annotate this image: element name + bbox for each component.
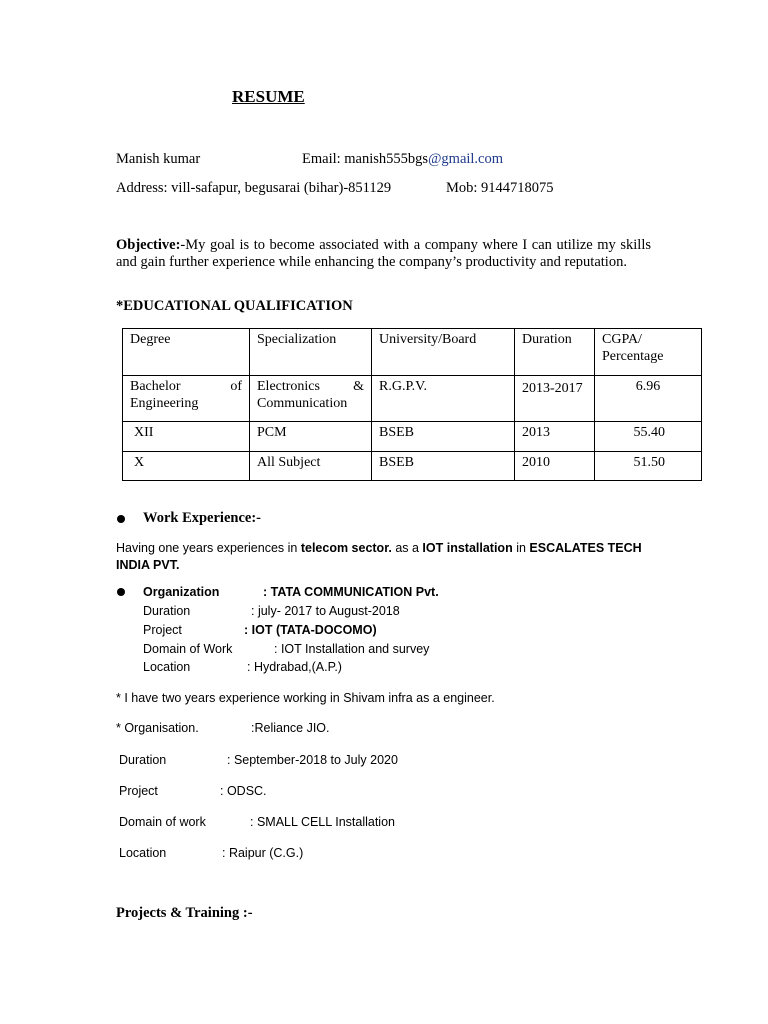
table-row — [123, 452, 702, 481]
cell-degree: X — [123, 452, 250, 481]
job2-domain-label: Domain of work — [119, 815, 206, 829]
cell-cgpa: 6.96 — [595, 376, 702, 422]
cell-specialization: Electronics & Communication — [250, 376, 372, 422]
job1-organization-row — [143, 583, 563, 602]
job2-location-value: : Raipur (C.G.) — [222, 846, 304, 860]
cell-cgpa: 55.40 — [595, 422, 702, 452]
job1-org-value: : TATA COMMUNICATION Pvt. — [263, 585, 439, 599]
job1-domain-label: Domain of Work — [143, 642, 233, 656]
summary-bold: ESCALATES TECH INDIA PVT. — [116, 541, 642, 572]
education-table — [122, 328, 702, 481]
address-line: Address: vill-safapur, begusarai (bihar)-851129 — [116, 180, 392, 196]
job2-location-label: Location — [119, 846, 167, 860]
header-cgpa: CGPA/ Percentage — [595, 329, 702, 376]
job2-duration-row — [119, 751, 539, 770]
header-university: University/Board — [372, 329, 515, 376]
cell-degree: XII — [123, 422, 250, 452]
cell-university: BSEB — [372, 422, 515, 452]
resume-title: RESUME — [232, 87, 305, 106]
table-header-row — [123, 329, 702, 376]
applicant-name: Manish kumar — [116, 151, 201, 167]
cell-degree: Bachelor of Engineering — [123, 376, 250, 422]
work-experience-heading: Work Experience:- — [143, 510, 261, 526]
job2-duration-value: : September-2018 to July 2020 — [227, 753, 398, 767]
job2-org-value: :Reliance JIO. — [251, 721, 330, 735]
email-text: Email: manish555bgs — [302, 151, 429, 167]
bullet-icon — [117, 588, 125, 596]
table-row — [123, 422, 702, 452]
job2-project-label: Project — [119, 784, 158, 798]
job1-domain-value: : IOT Installation and survey — [274, 642, 430, 656]
education-heading: *EDUCATIONAL QUALIFICATION — [116, 298, 353, 314]
email-line — [302, 151, 503, 168]
job2-location-row — [119, 844, 539, 863]
cell-cgpa: 51.50 — [595, 452, 702, 481]
summary-bold: IOT installation — [422, 541, 513, 555]
cell-university: R.G.P.V. — [372, 376, 515, 422]
mobile-number: Mob: 9144718075 — [446, 180, 554, 196]
objective-label: Objective: — [116, 237, 181, 253]
job1-duration-row — [143, 602, 563, 621]
cell-specialization: All Subject — [250, 452, 372, 481]
table-row — [123, 376, 702, 422]
job1-duration-label: Duration — [143, 604, 191, 618]
cell-specialization: PCM — [250, 422, 372, 452]
job2-organization-row — [116, 719, 536, 738]
objective-text: -My goal is to become associated with a company where I can utilize my skills and gain further experience while enhancing the company’s productivity and reputation. — [116, 237, 651, 270]
job2-project-row — [119, 782, 539, 801]
cell-duration: 2010 — [515, 452, 595, 481]
job2-duration-label: Duration — [119, 753, 167, 767]
cell-duration: 2013 — [515, 422, 595, 452]
bullet-icon — [117, 515, 125, 523]
job2-domain-value: : SMALL CELL Installation — [250, 815, 395, 829]
job1-location-row — [143, 658, 563, 677]
summary-text: as a — [391, 541, 423, 555]
objective-paragraph — [116, 237, 651, 271]
header-degree: Degree — [123, 329, 250, 376]
job1-org-label: Organization — [143, 585, 220, 599]
job2-project-value: : ODSC. — [220, 784, 267, 798]
job1-project-value: : IOT (TATA-DOCOMO) — [244, 623, 377, 637]
summary-text: Having one years experiences in — [116, 541, 301, 555]
cell-university: BSEB — [372, 452, 515, 481]
job2-domain-row — [119, 813, 539, 832]
work-summary — [116, 540, 656, 574]
cell-duration: 2013-2017 — [515, 376, 595, 422]
summary-bold: telecom sector. — [300, 541, 392, 555]
experience-note: * I have two years experience working in Shivam infra as a engineer. — [116, 691, 495, 705]
job1-location-value: : Hydrabad,(A.P.) — [247, 660, 342, 674]
job1-domain-row — [143, 640, 563, 659]
summary-text: in — [512, 541, 530, 555]
job1-project-row — [143, 621, 563, 640]
header-specialization: Specialization — [250, 329, 372, 376]
job1-location-label: Location — [143, 660, 191, 674]
job1-duration-value: : july- 2017 to August-2018 — [251, 604, 400, 618]
projects-heading: Projects & Training :- — [116, 905, 253, 921]
header-duration: Duration — [515, 329, 595, 376]
email-link[interactable]: @gmail.com — [428, 151, 504, 167]
job2-org-label: * Organisation. — [116, 721, 199, 735]
job1-project-label: Project — [143, 623, 182, 637]
